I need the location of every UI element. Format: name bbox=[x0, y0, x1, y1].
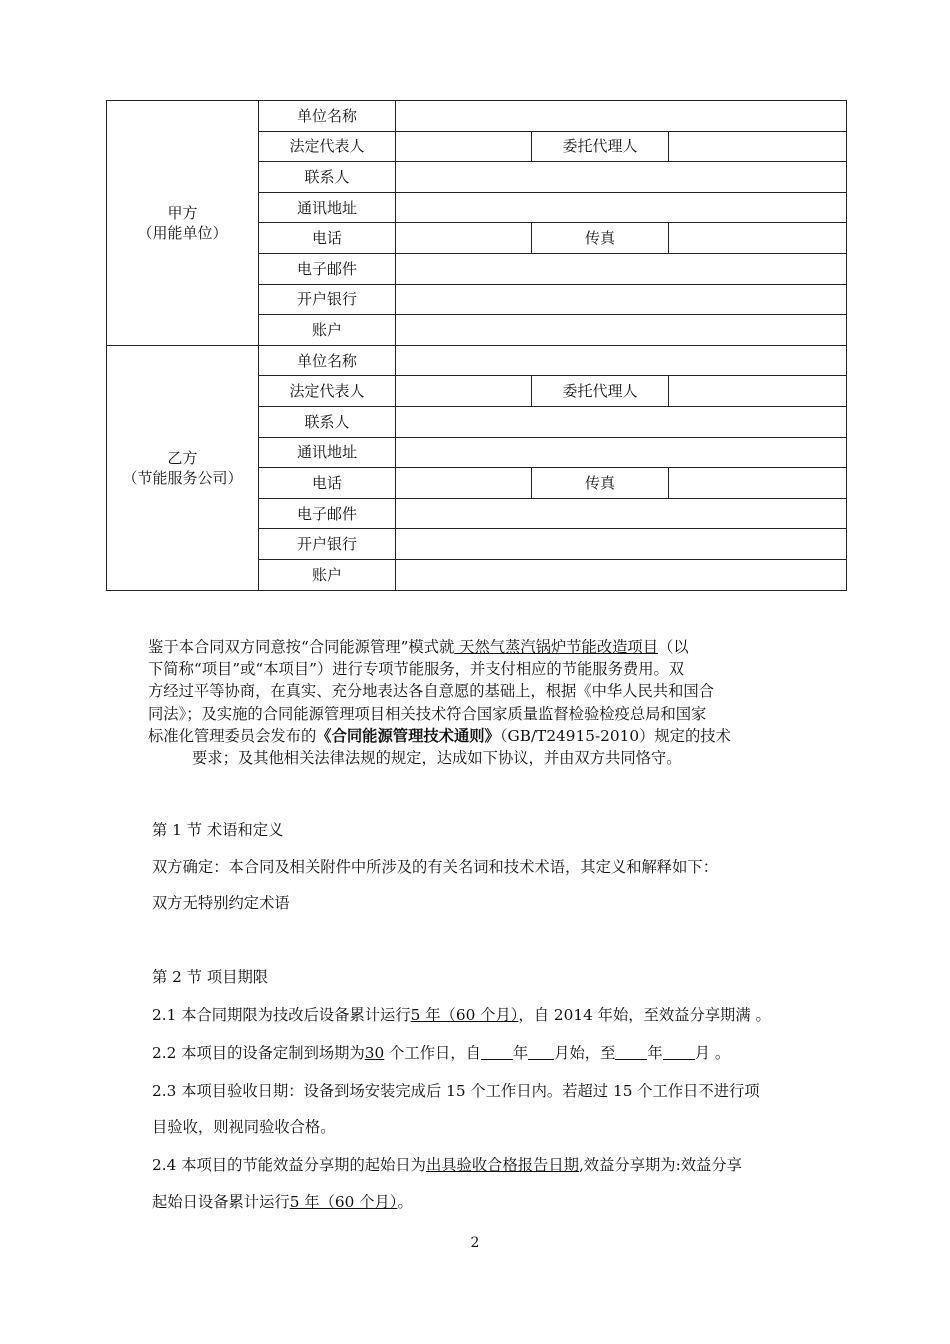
party-b-legal-rep-label: 法定代表人 bbox=[259, 376, 396, 407]
party-b-phone-field[interactable] bbox=[396, 468, 532, 499]
party-a-agent-label: 委托代理人 bbox=[532, 131, 669, 162]
clause-text: ,效益分享期为:效益分享 bbox=[578, 1156, 742, 1174]
party-a-agent-field[interactable] bbox=[669, 131, 847, 162]
intro-text: 标准化管理委员会发布的 bbox=[148, 726, 317, 745]
party-a-fax-field[interactable] bbox=[669, 223, 847, 254]
table-row bbox=[107, 101, 847, 132]
section-1-heading: 第 1 节 术语和定义 bbox=[152, 821, 284, 839]
party-a-unit-name-field[interactable] bbox=[396, 101, 847, 132]
clause-text: 月始，至 bbox=[554, 1044, 616, 1062]
clause-underlined: 5 年（60 个月） bbox=[410, 1006, 519, 1024]
party-a-account-field[interactable] bbox=[396, 315, 847, 346]
intro-line: 方经过平等协商，在真实、充分地表达各自意愿的基础上，根据《中华人民共和国合 bbox=[148, 682, 714, 701]
standard-name: 《合同能源管理技术通则》 bbox=[316, 726, 500, 745]
clause-underlined: 30 bbox=[364, 1044, 385, 1062]
party-b-title: 乙方 bbox=[167, 448, 198, 467]
clause-2-4-cont bbox=[152, 1190, 812, 1212]
page-number: 2 bbox=[470, 1235, 480, 1251]
party-b-account-field[interactable] bbox=[396, 559, 847, 590]
party-a-address-field[interactable] bbox=[396, 192, 847, 223]
project-name: 天然气蒸汽锅炉节能改造项目 bbox=[454, 638, 659, 656]
clause-2-3-cont: 目验收，则视同验收合格。 bbox=[152, 1118, 336, 1136]
party-a-account-label: 账户 bbox=[259, 315, 396, 346]
intro-line: 同法》；及实施的合同能源管理项目相关技术符合国家质量监督检验检疫总局和国家 bbox=[148, 704, 707, 723]
party-info-table bbox=[106, 100, 847, 591]
party-b-contact-label: 联系人 bbox=[259, 406, 396, 437]
party-b-address-label: 通讯地址 bbox=[259, 437, 396, 468]
party-b-label-cell bbox=[107, 345, 259, 590]
party-a-subtitle: （用能单位） bbox=[137, 223, 228, 242]
clause-2-2 bbox=[152, 1041, 812, 1063]
party-b-fax-field[interactable] bbox=[669, 468, 847, 499]
party-b-agent-field[interactable] bbox=[669, 376, 847, 407]
party-b-subtitle: （节能服务公司） bbox=[122, 468, 243, 487]
blank-line[interactable] bbox=[481, 1045, 513, 1060]
party-a-legal-rep-label: 法定代表人 bbox=[259, 131, 396, 162]
clause-text: 年 bbox=[647, 1044, 663, 1062]
party-b-bank-field[interactable] bbox=[396, 529, 847, 560]
party-b-account-label: 账户 bbox=[259, 559, 396, 590]
clause-2-3: 2.3 本项目验收日期：设备到场安装完成后 15 个工作日内。若超过 15 个工作日不进行项 bbox=[152, 1082, 760, 1100]
intro-line: 下简称“项目”或“本项目”）进行专项节能服务，并支付相应的节能服务费用。双 bbox=[148, 660, 685, 679]
section-1-paragraph: 双方无特别约定术语 bbox=[152, 894, 290, 912]
blank-line[interactable] bbox=[528, 1045, 554, 1060]
party-a-email-label: 电子邮件 bbox=[259, 253, 396, 284]
intro-line bbox=[148, 725, 788, 747]
intro-text: 鉴于本合同双方同意按“合同能源管理”模式就 bbox=[148, 638, 455, 656]
party-b-fax-label: 传真 bbox=[532, 468, 669, 499]
party-b-unit-name-label: 单位名称 bbox=[259, 345, 396, 376]
clause-underlined: 5 年（60 个月） bbox=[289, 1193, 398, 1211]
clause-2-1 bbox=[152, 1003, 812, 1025]
party-a-contact-label: 联系人 bbox=[259, 162, 396, 193]
intro-line bbox=[148, 636, 788, 658]
party-a-contact-field[interactable] bbox=[396, 162, 847, 193]
party-a-unit-name-label: 单位名称 bbox=[259, 101, 396, 132]
party-a-title: 甲方 bbox=[167, 203, 198, 222]
party-a-bank-label: 开户银行 bbox=[259, 284, 396, 315]
intro-line: 要求；及其他相关法律法规的规定，达成如下协议，并由双方共同恪守。 bbox=[192, 749, 682, 768]
clause-text: 2.2 本项目的设备定制到场期为 bbox=[152, 1044, 365, 1062]
party-a-bank-field[interactable] bbox=[396, 284, 847, 315]
section-1-paragraph: 双方确定：本合同及相关附件中所涉及的有关名词和技术术语，其定义和解释如下： bbox=[152, 858, 718, 876]
party-a-phone-label: 电话 bbox=[259, 223, 396, 254]
party-b-address-field[interactable] bbox=[396, 437, 847, 468]
table-row bbox=[107, 345, 847, 376]
party-a-email-field[interactable] bbox=[396, 253, 847, 284]
party-b-email-field[interactable] bbox=[396, 498, 847, 529]
party-a-address-label: 通讯地址 bbox=[259, 192, 396, 223]
clause-text: 个工作日，自 bbox=[384, 1044, 481, 1062]
intro-text: （GB/T24915-2010）规定的技术 bbox=[499, 726, 731, 745]
blank-line[interactable] bbox=[615, 1045, 647, 1060]
section-2-heading: 第 2 节 项目期限 bbox=[152, 968, 269, 986]
party-a-fax-label: 传真 bbox=[532, 223, 669, 254]
intro-paragraph bbox=[148, 636, 788, 769]
clause-text: 起始日设备累计运行 bbox=[152, 1193, 290, 1211]
party-a-phone-field[interactable] bbox=[396, 223, 532, 254]
party-a-label-cell bbox=[107, 101, 259, 346]
clause-underlined: 出具验收合格报告日期 bbox=[425, 1156, 579, 1174]
party-b-phone-label: 电话 bbox=[259, 468, 396, 499]
clause-text: 。 bbox=[397, 1193, 413, 1211]
party-b-bank-label: 开户银行 bbox=[259, 529, 396, 560]
clause-text: ，自 2014 年始，至效益分享期满 。 bbox=[518, 1006, 771, 1024]
party-b-contact-field[interactable] bbox=[396, 406, 847, 437]
party-b-legal-rep-field[interactable] bbox=[396, 376, 532, 407]
clause-2-4 bbox=[152, 1153, 812, 1175]
party-b-email-label: 电子邮件 bbox=[259, 498, 396, 529]
party-b-unit-name-field[interactable] bbox=[396, 345, 847, 376]
clause-text: 月 。 bbox=[694, 1044, 731, 1062]
party-b-agent-label: 委托代理人 bbox=[532, 376, 669, 407]
clause-text: 2.4 本项目的节能效益分享期的起始日为 bbox=[152, 1156, 426, 1174]
blank-line[interactable] bbox=[663, 1045, 695, 1060]
clause-text: 年 bbox=[512, 1044, 529, 1062]
clause-text: 2.1 本合同期限为技改后设备累计运行 bbox=[152, 1006, 411, 1024]
intro-text: （以 bbox=[658, 638, 689, 656]
party-a-legal-rep-field[interactable] bbox=[396, 131, 532, 162]
